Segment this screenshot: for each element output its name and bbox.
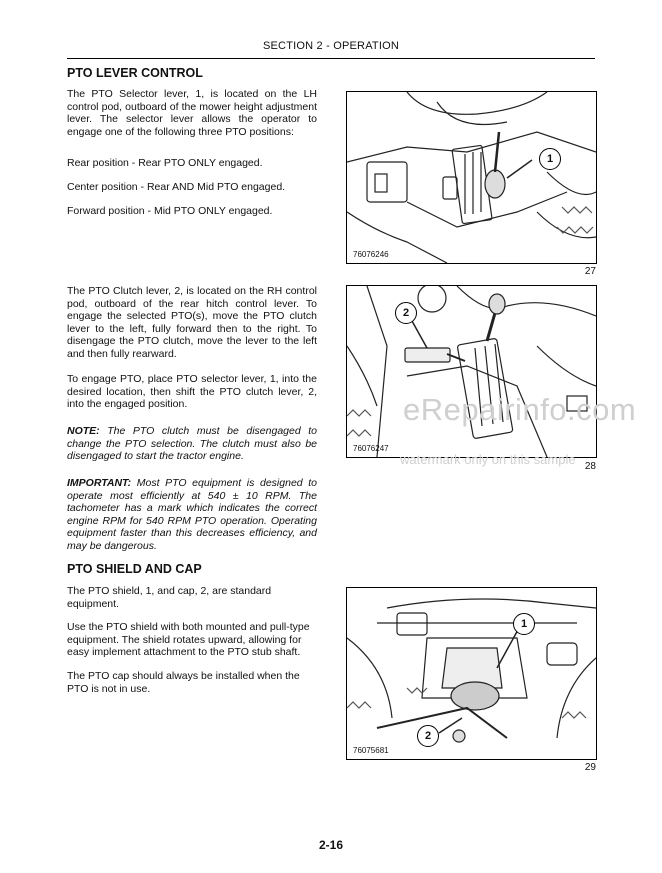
forward-position-text: Forward position - Mid PTO ONLY engaged. [67,205,273,217]
important-text: Most PTO equipment is designed to operate most efficiently at 540 ± 10 RPM. The tachometer has a mark which indicates the correct engine RPM for 540 RPM PTO operation. Operating equipment faster than this decreases efficiency, and may be dangerous. [67,477,317,552]
figure-2-callout-2: 2 [395,302,417,324]
rear-position-text: Rear position - Rear PTO ONLY engaged. [67,157,263,169]
pto-shield-paragraph-3: The PTO cap should always be installed when the PTO is not in use. [67,670,300,695]
section-header: SECTION 2 - OPERATION [262,40,399,52]
pto-shield-heading: PTO SHIELD AND CAP [67,562,202,576]
pto-clutch-paragraph: The PTO Clutch lever, 2, is located on the RH control pod, outboard of the rear hitch control lever. To engage the selected PTO(s), move the PTO clutch lever to the left, fully forward then to the right. To disengage the PTO clutch, move the lever to the left and then fully rearward. [67,285,317,360]
figure-pto-clutch-lever [346,285,597,458]
center-position-text: Center position - Rear AND Mid PTO engaged. [67,181,286,193]
note-paragraph [67,425,317,463]
pto-shield-paragraph-2: Use the PTO shield with both mounted and pull-type equipment. The shield rotates upward, allowing for easy implement attachment to the PTO stub shaft. [67,621,310,659]
figure-pto-selector-lever [346,91,597,264]
figure-3-callout-1: 1 [513,613,535,635]
pto-selector-paragraph: The PTO Selector lever, 1, is located on the LH control pod, outboard of the mower height adjustment lever. The selector lever allows the operator to engage one of the following three PTO positions: [67,88,317,138]
figure-3-callout-2: 2 [417,725,439,747]
pto-lever-control-heading: PTO LEVER CONTROL [67,66,203,80]
pto-clutch-illustration [347,286,596,457]
figure-3-number: 29 [584,762,596,773]
figure-1-callout-1: 1 [539,148,561,170]
header-rule [67,58,595,59]
watermark-main: eRepairinfo.com [403,392,637,427]
figure-2-number: 28 [584,461,596,472]
figure-1-number: 27 [584,266,596,277]
important-label: IMPORTANT: [67,477,132,489]
note-label: NOTE: [67,425,100,437]
important-paragraph [67,477,317,553]
note-text: The PTO clutch must be disengaged to change the PTO selection. The clutch must also be disengaged to start the tractor engine. [67,425,317,463]
figure-1-code: 76076246 [353,250,389,259]
figure-pto-shield-and-cap [346,587,597,760]
figure-3-code: 76075681 [353,746,389,755]
pto-selector-illustration [347,92,596,263]
engage-pto-paragraph: To engage PTO, place PTO selector lever, 1, into the desired location, then shift the PTO clutch lever, 2, into the engaged position. [67,373,317,411]
pto-shield-illustration [347,588,596,759]
watermark-sub: watermark only on this sample [400,452,576,467]
page-number: 2-16 [318,838,344,852]
pto-shield-paragraph-1: The PTO shield, 1, and cap, 2, are standard equipment. [67,585,272,610]
figure-2-code: 76076247 [353,444,389,453]
